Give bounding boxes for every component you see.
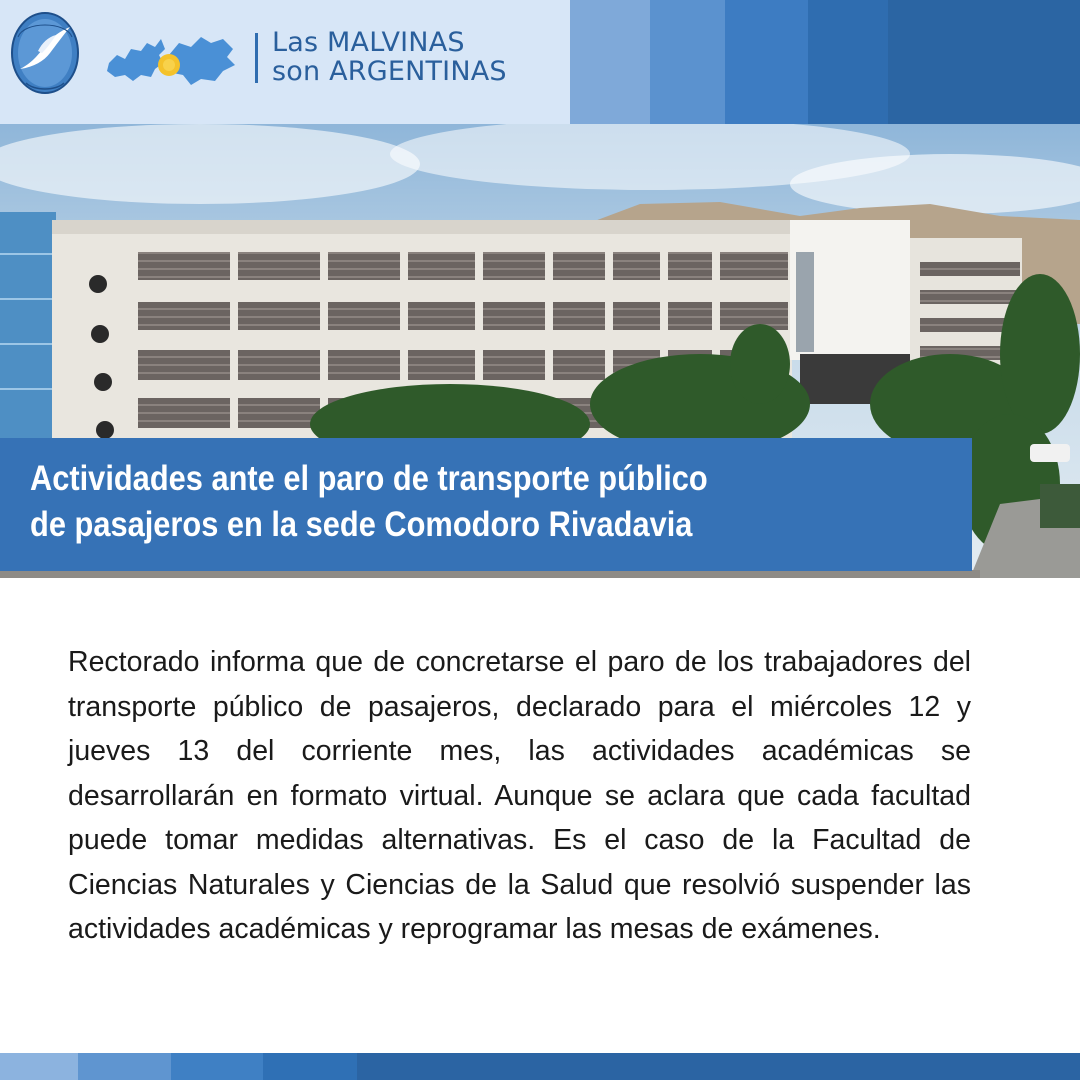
university-logo — [8, 7, 82, 115]
header-stripe — [888, 0, 1080, 124]
header-stripe — [570, 0, 650, 124]
headline — [30, 456, 848, 548]
body-paragraph: Rectorado informa que de concretarse el paro de los trabajadores del transporte público de pasajeros, declarado para el miércoles 12 y jueves 13 del corriente mes, las actividades académicas se desarrollarán en formato virtual. Aunque se aclara que cada facultad puede tomar medidas alternativas. Es el caso de la Facultad de Ciencias Naturales y Ciencias de la Salud que resolvió suspender las actividades académicas y reprogramar las mesas de exámenes. — [68, 646, 971, 945]
footer-stripe — [263, 1053, 357, 1080]
footer-stripe — [357, 1053, 1080, 1080]
header-stripe — [650, 0, 725, 124]
footer-stripes — [0, 1053, 1080, 1080]
slogan-line-2: son ARGENTINAS — [272, 56, 507, 87]
header-divider — [255, 33, 258, 83]
header-stripe — [808, 0, 888, 124]
malvinas-slogan — [272, 28, 572, 86]
footer-stripe — [171, 1053, 263, 1080]
headline-line-2: de pasajeros en la sede Comodoro Rivadavia — [30, 505, 693, 544]
footer-stripe — [0, 1053, 78, 1080]
footer-stripe — [78, 1053, 171, 1080]
header-stripe — [725, 0, 808, 124]
header-banner — [0, 0, 1080, 124]
malvinas-map-icon — [103, 25, 238, 91]
slogan-line-1: Las MALVINAS — [272, 27, 465, 58]
headline-line-1: Actividades ante el paro de transporte público — [30, 459, 708, 498]
